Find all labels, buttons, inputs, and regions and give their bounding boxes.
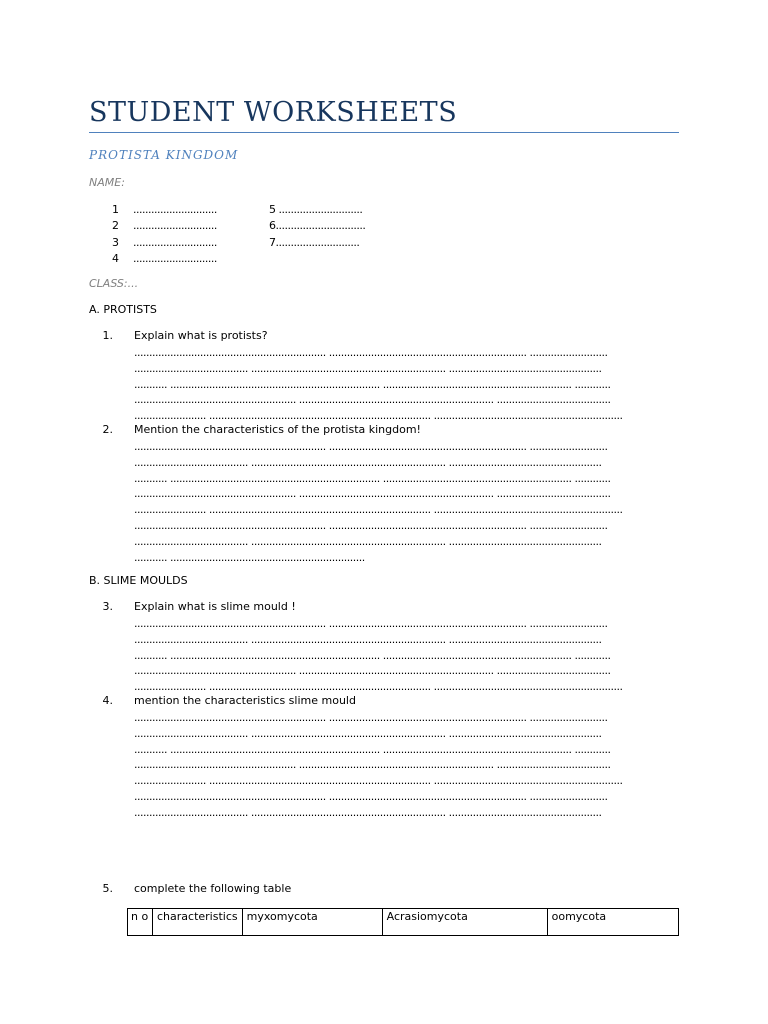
answer-line: ................................................................ .................................................................. .......................... [134,440,608,453]
section-a-heading: A. PROTISTS [89,303,157,316]
answer-line: ...................................................... ................................................................. ...................................... [134,393,611,407]
answer-line: ................................................................ .................................................................. .......................... [134,518,608,532]
question-number: 3. [102,600,113,613]
question-text: mention the characteristics slime mould [134,694,356,707]
answer-line: ...................................... ................................................................. ................................................... [134,361,602,375]
worksheet-title: STUDENT WORKSHEETS [89,97,458,128]
answer-area-q3[interactable] [134,616,676,695]
member-blank: ............................ [133,235,217,249]
question-text: Mention the characteristics of the protista kingdom! [134,423,421,436]
classification-table [127,908,679,936]
answer-line: ...................................... ................................................................. ................................................... [134,726,602,740]
member-row: 4 ............................ [112,251,217,265]
question-text: Explain what is protists? [134,329,268,342]
question-number: 1. [102,329,113,342]
member-row: 5 ............................ [269,203,363,216]
member-blank: ............................ [133,251,217,265]
answer-line: ................................................................ .................................................................. .......................... [134,711,608,724]
member-row: 2 ............................ [112,219,217,233]
answer-line: ................................................................ .................................................................. .......................... [134,346,608,359]
answer-line: ........... ...................................................................... ............................................................... ............ [134,377,611,391]
answer-line: ................................................................ .................................................................. .......................... [134,789,608,803]
answer-line: ...................................................... ................................................................. ...................................... [134,758,611,772]
title-underline [89,132,679,133]
question-number: 4. [102,694,113,707]
member-list-right [269,202,365,251]
table-header-acrasiomycota[interactable]: Acrasiomycota [382,909,547,936]
table-header-myxomycota[interactable]: myxomycota [242,909,382,936]
answer-area-q4[interactable] [134,710,676,821]
question-number: 5. [102,882,113,895]
member-row: 1 ............................ [112,203,217,216]
answer-line: ...................................... ................................................................. ................................................... [134,805,602,819]
member-row: 7............................ [269,235,360,249]
answer-line: ........................ .......................................................................... ............................................................... [134,774,623,788]
answer-area-q1[interactable] [134,345,676,424]
question-number: 2. [102,423,113,436]
answer-line: ........... ................................................................. [134,550,365,564]
question-text: complete the following table [134,882,292,895]
answer-line: ........... ...................................................................... ............................................................... ............ [134,648,611,662]
question-text: Explain what is slime mould ! [134,600,296,613]
answer-line: ........................ .......................................................................... ............................................................... [134,680,623,694]
answer-line: ........................ .......................................................................... ............................................................... [134,409,623,423]
member-row: 3 ............................ [112,235,217,249]
member-list-left [101,202,217,267]
table-header-no[interactable]: n o [128,909,153,936]
table-header-characteristics[interactable]: characteristics [153,909,243,936]
table-header-oomycota[interactable]: oomycota [547,909,678,936]
name-label: NAME: [89,176,125,189]
answer-line: ...................................... ................................................................. ................................................... [134,632,602,646]
answer-line: ...................................... ................................................................. ................................................... [134,534,602,548]
answer-line: ........................ .......................................................................... ............................................................... [134,503,623,517]
member-row: 6.............................. [269,219,366,233]
answer-line: ...................................................... ................................................................. ...................................... [134,487,611,501]
section-b-heading: B. SLIME MOULDS [89,574,188,587]
answer-line: ...................................... ................................................................. ................................................... [134,455,602,469]
answer-area-q2[interactable] [134,439,676,565]
answer-line: ........... ...................................................................... ............................................................... ............ [134,742,611,756]
answer-line: ........... ...................................................................... ............................................................... ............ [134,471,611,485]
member-blank: ............................ [133,203,217,216]
answer-line: ................................................................ .................................................................. .......................... [134,617,608,630]
member-blank: ............................ [133,219,217,233]
table-header-row [128,909,679,936]
answer-line: ...................................................... ................................................................. ...................................... [134,664,611,678]
class-label: CLASS:... [89,277,139,290]
worksheet-subtitle: PROTISTA KINGDOM [89,148,239,162]
